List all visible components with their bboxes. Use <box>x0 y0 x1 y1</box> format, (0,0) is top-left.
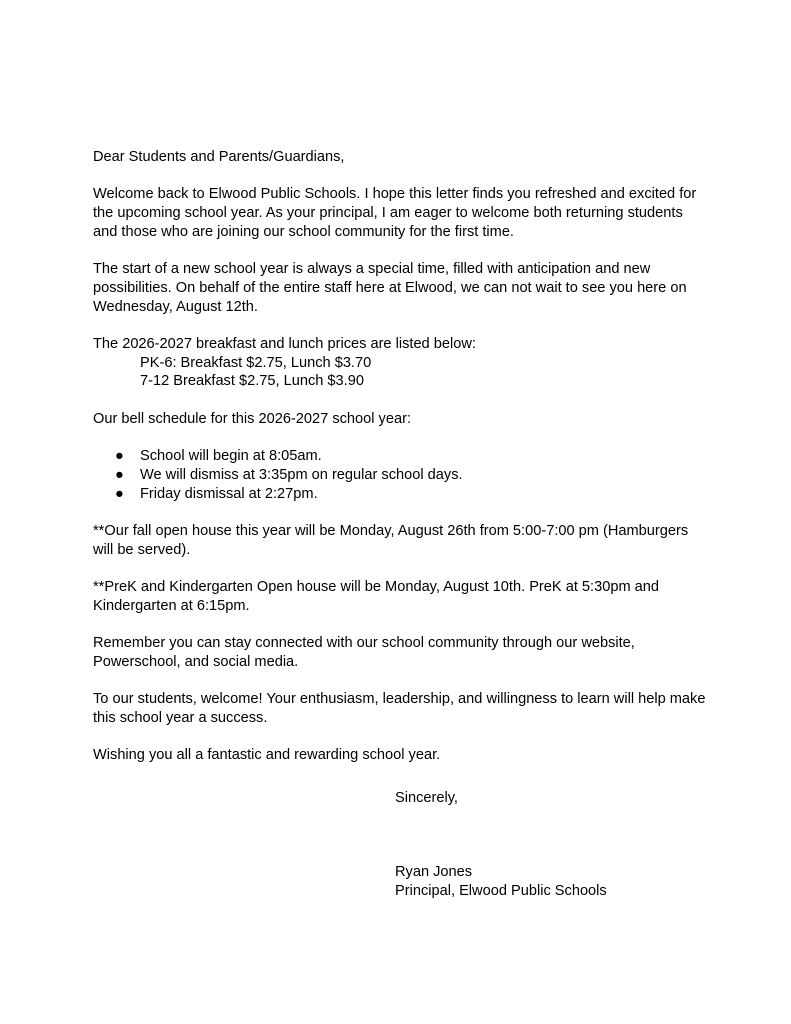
meal-prices-section <box>93 335 708 391</box>
bell-schedule-item: Friday dismissal at 2:27pm. <box>140 485 318 502</box>
meal-price-7-12: 7-12 Breakfast $2.75, Lunch $3.90 <box>140 373 364 390</box>
signer-title: Principal, Elwood Public Schools <box>395 882 607 899</box>
list-item <box>93 485 708 504</box>
bullet-icon: ● <box>115 485 124 502</box>
bell-schedule-list <box>93 447 708 503</box>
letter-body <box>93 148 708 784</box>
wishing-paragraph: Wishing you all a fantastic and rewarding school year. <box>93 747 441 764</box>
bell-schedule-intro: Our bell schedule for this 2026-2027 school year: <box>93 410 412 427</box>
list-item <box>93 447 708 466</box>
meal-price-pk6: PK-6: Breakfast $2.75, Lunch $3.70 <box>140 354 372 371</box>
start-of-year-paragraph: The start of a new school year is always a special time, filled with anticipation and new possibilities. On behalf of the entire staff here at Elwood, we can not wait to see you here on Wednesday, August 12th. <box>93 261 687 315</box>
closing-block <box>395 789 715 808</box>
prek-open-house-paragraph: **PreK and Kindergarten Open house will be Monday, August 10th. PreK at 5:30pm and Kindergarten at 6:15pm. <box>93 579 660 614</box>
stay-connected-paragraph: Remember you can stay connected with our school community through our website, Powerschool, and social media. <box>93 635 635 670</box>
list-item <box>93 466 708 485</box>
bell-schedule-item: School will begin at 8:05am. <box>140 448 322 465</box>
signature-block <box>395 863 715 900</box>
bell-schedule-item: We will dismiss at 3:35pm on regular school days. <box>140 466 463 483</box>
bullet-icon: ● <box>115 466 124 483</box>
signer-name: Ryan Jones <box>395 864 473 880</box>
bullet-icon: ● <box>115 448 124 465</box>
sincerely-text: Sincerely, <box>395 790 458 806</box>
fall-open-house-paragraph: **Our fall open house this year will be Monday, August 26th from 5:00-7:00 pm (Hamburgers will be served). <box>93 522 689 558</box>
welcome-paragraph: Welcome back to Elwood Public Schools. I hope this letter finds you refreshed and excited for the upcoming school year. As your principal, I am eager to welcome both returning students and those who are joining our school community for the first time. <box>93 186 697 240</box>
students-welcome-paragraph: To our students, welcome! Your enthusiasm, leadership, and willingness to learn will help make this school year a success. <box>93 691 706 726</box>
salutation: Dear Students and Parents/Guardians, <box>93 149 345 165</box>
meal-prices-intro: The 2026-2027 breakfast and lunch prices are listed below: <box>93 335 476 352</box>
